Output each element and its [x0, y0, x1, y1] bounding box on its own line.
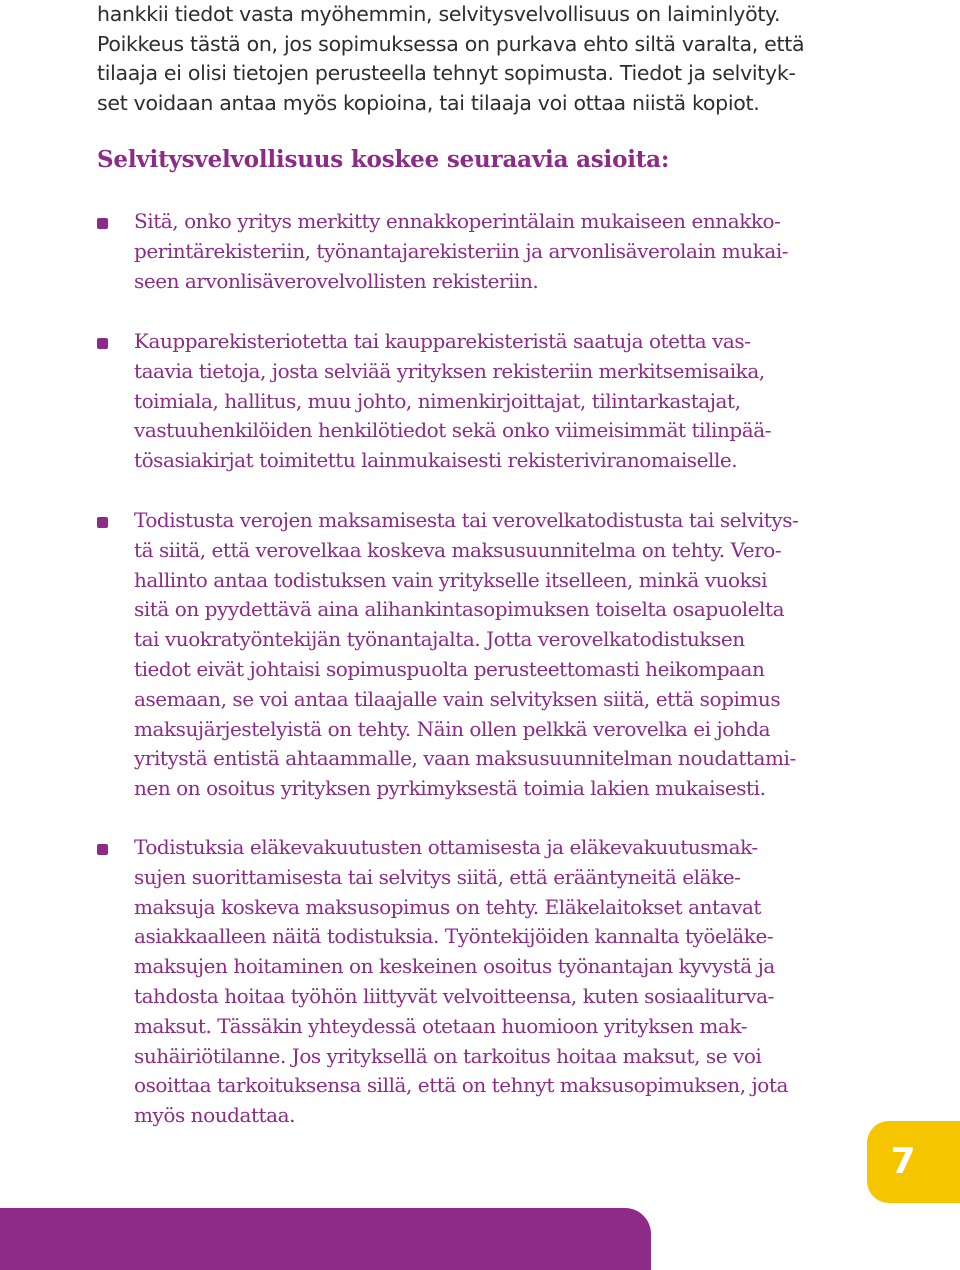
intro-paragraph: hankkii tiedot vasta myöhemmin, selvitysvelvollisuus on laiminlyöty. Poikkeus tästä on, jos sopimuksessa on purkava ehto siltä varalta, että tilaaja ei olisi tietojen perusteella tehnyt sopimusta. Tiedot ja selvityk- set voidaan antaa myös kopioina, tai tilaaja voi ottaa niistä kopiot. [97, 2, 805, 115]
list-item-text: Sitä, onko yritys merkitty ennakkoperintälain mukaiseen ennakko- perintärekisteriin, työnantajarekisteriin ja arvonlisäverolain mukai- seen arvonlisäverovelvollisten rekisteriin. [134, 209, 789, 293]
list-item-text: Todistusta verojen maksamisesta tai verovelkatodistusta tai selvitys- tä siitä, että verovelkaa koskeva maksusuunnitelma on tehty. Vero- hallinto antaa todistuksen vain yritykselle itselleen, minkä vuoksi sitä on pyydettävä aina alihankintasopimuksen toiselta osapuolelta tai vuokratyöntekijän työnantajalta. Jotta verovelkatodistuksen tiedot eivät johtaisi sopimuspuolta perusteettomasti heikompaan asemaan, se voi antaa tilaajalle vain selvityksen siitä, että sopimus maksujärjestelyistä on tehty. Näin ollen pelkkä verovelka ei johda yritystä entistä ahtaammalle, vaan maksusuunnitelman noudattami- nen on osoitus yrityksen pyrkimyksestä toimia lakien mukaisesti. [134, 508, 799, 801]
bullet-square-icon [97, 844, 108, 855]
section-heading: Selvitysvelvollisuus koskee seuraavia asioita: [97, 146, 670, 173]
footer-bar [0, 1208, 651, 1270]
list-item-text: Todistuksia eläkevakuutusten ottamisesta ja eläkevakuutusmak- sujen suorittamisesta tai selvitys siitä, että erääntyneitä eläke- maksuja koskeva maksusopimus on tehty. Eläkelaitokset antavat asiakkaalleen näitä todistuksia. Työntekijöiden kannalta työeläke- maksujen hoitaminen on keskeinen osoitus työnantajan kyvystä ja tahdosta hoitaa työhön liittyvät velvoitteensa, kuten sosiaaliturva- maksut. Tässäkin yhteydessä otetaan huomioon yrityksen mak- suhäiriötilanne. Jos yrityksellä on tarkoitus hoitaa maksut, se voi osoittaa tarkoituksensa sillä, että on tehnyt maksusopimuksen, jota myös noudattaa. [134, 835, 788, 1128]
bullet-square-icon [97, 218, 108, 229]
list-item-text: Kaupparekisteriotetta tai kaupparekisteristä saatuja otetta vas- taavia tietoja, josta selviää yrityksen rekisteriin merkitsemisaika, toimiala, hallitus, muu johto, nimenkirjoittajat, tilintarkastajat, vastuuhenkilöiden henkilötiedot sekä onko viimeisimmät tilinpää- tösasiakirjat toimitettu lainmukaisesti rekisteriviranomaiselle. [134, 329, 772, 473]
page-number: 7 [890, 1141, 916, 1182]
bullet-square-icon [97, 517, 108, 528]
bullet-square-icon [97, 338, 108, 349]
page-number-tab [867, 1121, 960, 1203]
